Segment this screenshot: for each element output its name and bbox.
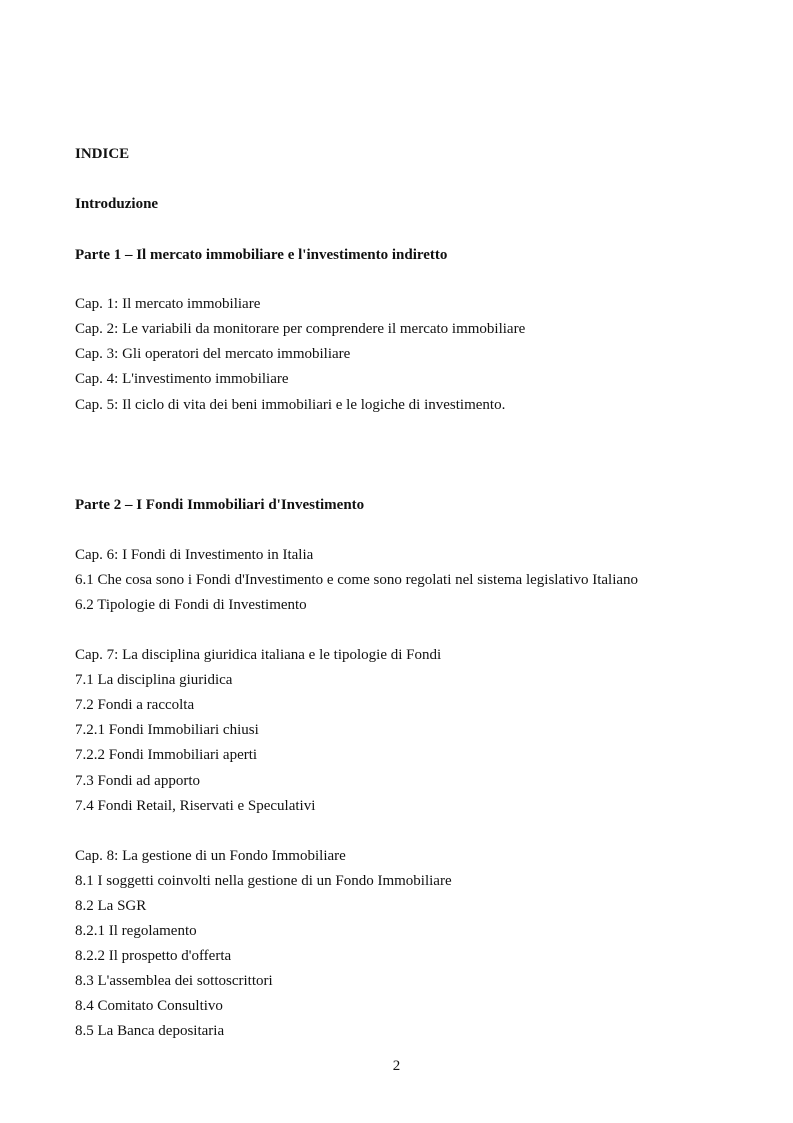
- toc-entry: Cap. 2: Le variabili da monitorare per comprendere il mercato immobiliare: [75, 321, 526, 337]
- toc-entry: 7.2.1 Fondi Immobiliari chiusi: [75, 722, 259, 738]
- toc-entry: Cap. 1: Il mercato immobiliare: [75, 296, 261, 312]
- toc-entry: 8.1 I soggetti coinvolti nella gestione di un Fondo Immobiliare: [75, 873, 452, 889]
- index-title: INDICE: [75, 146, 130, 162]
- page-number: 2: [392, 1058, 401, 1074]
- toc-entry: 8.4 Comitato Consultivo: [75, 998, 223, 1014]
- toc-entry: Cap. 5: Il ciclo di vita dei beni immobiliari e le logiche di investimento.: [75, 397, 506, 413]
- toc-entry: 8.3 L'assemblea dei sottoscrittori: [75, 973, 273, 989]
- part2-heading: Parte 2 – I Fondi Immobiliari d'Investimento: [75, 497, 365, 513]
- part1-heading: Parte 1 – Il mercato immobiliare e l'investimento indiretto: [75, 247, 448, 263]
- toc-entry: 7.4 Fondi Retail, Riservati e Speculativi: [75, 798, 316, 814]
- toc-entry: 8.5 La Banca depositaria: [75, 1023, 225, 1039]
- toc-entry: 7.1 La disciplina giuridica: [75, 672, 233, 688]
- toc-entry: 7.2 Fondi a raccolta: [75, 697, 195, 713]
- toc-entry: 8.2.1 Il regolamento: [75, 923, 197, 939]
- toc-entry: 7.3 Fondi ad apporto: [75, 773, 200, 789]
- toc-entry: Cap. 3: Gli operatori del mercato immobiliare: [75, 346, 351, 362]
- toc-entry: 6.1 Che cosa sono i Fondi d'Investimento e come sono regolati nel sistema legislativo Italiano: [75, 572, 639, 588]
- toc-entry: Cap. 7: La disciplina giuridica italiana e le tipologie di Fondi: [75, 647, 442, 663]
- toc-entry: 7.2.2 Fondi Immobiliari aperti: [75, 747, 258, 763]
- toc-entry: 6.2 Tipologie di Fondi di Investimento: [75, 597, 307, 613]
- toc-entry: Cap. 6: I Fondi di Investimento in Italia: [75, 547, 314, 563]
- toc-entry: 8.2.2 Il prospetto d'offerta: [75, 948, 232, 964]
- introduction-heading: Introduzione: [75, 196, 159, 212]
- toc-entry: Cap. 4: L'investimento immobiliare: [75, 371, 289, 387]
- toc-entry: 8.2 La SGR: [75, 898, 147, 914]
- toc-entry: Cap. 8: La gestione di un Fondo Immobiliare: [75, 848, 346, 864]
